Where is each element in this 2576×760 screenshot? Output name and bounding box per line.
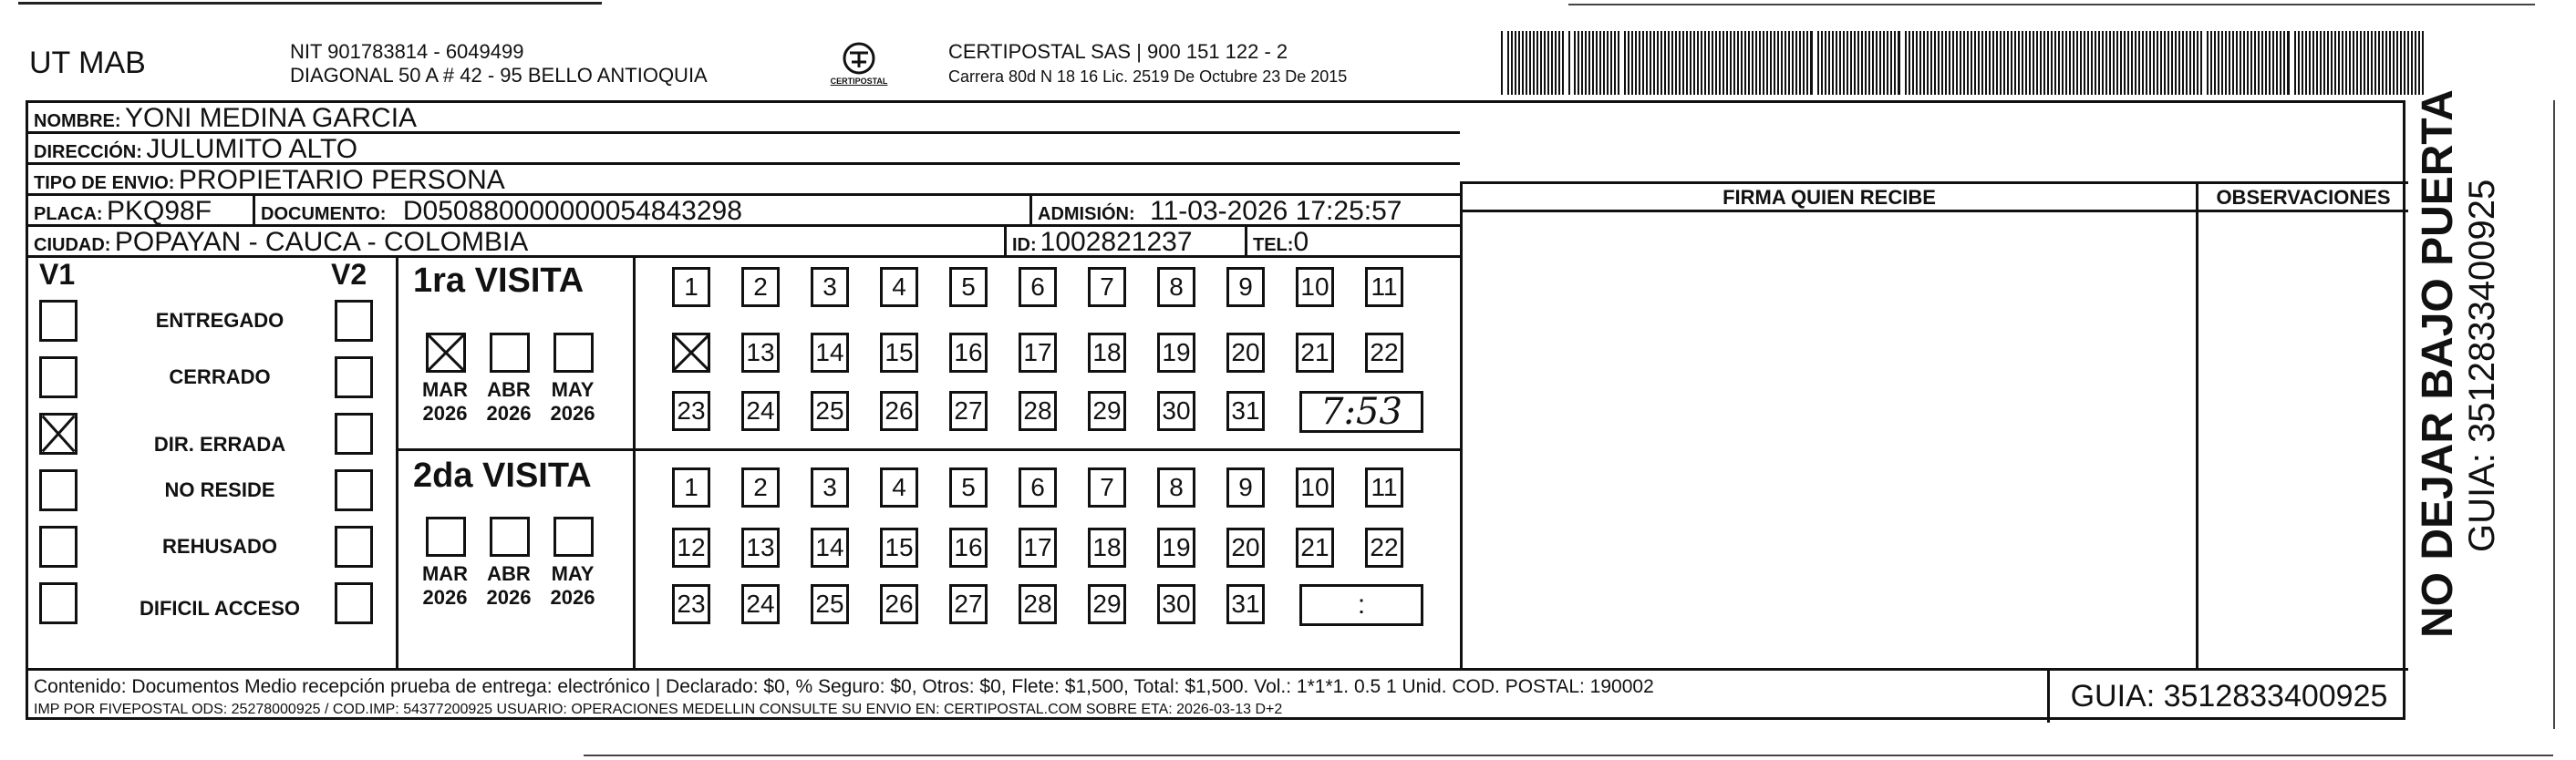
status-label-4: REHUSADO: [162, 535, 277, 558]
carrier-logo: [832, 40, 886, 91]
visit-2-day-4[interactable]: 4: [880, 467, 918, 508]
visit-1-day-22[interactable]: 22: [1365, 333, 1403, 373]
visit-2-day-1[interactable]: 1: [672, 467, 710, 508]
visit-2-day-8[interactable]: 8: [1157, 467, 1195, 508]
visit-2-month-year-1: 2026: [486, 586, 532, 609]
visit-1-month-year-2: 2026: [550, 402, 595, 425]
visit-2-panel: [398, 451, 1460, 668]
visit-2-day-11[interactable]: 11: [1365, 467, 1403, 508]
barcode: [1501, 31, 2431, 95]
visit-2-day-14[interactable]: 14: [811, 528, 849, 568]
visit-2-day-21[interactable]: 21: [1296, 528, 1334, 568]
visit-2-month-label-1: ABR: [487, 562, 531, 585]
visit-2-day-9[interactable]: 9: [1226, 467, 1265, 508]
shipment-type: PROPIETARIO PERSONA: [178, 165, 505, 195]
visit-2-month-checkbox-2[interactable]: [553, 517, 594, 557]
v2-checkbox-2[interactable]: [335, 413, 373, 455]
visit-2-month-label-0: MAR: [421, 562, 469, 585]
visit-2-day-20[interactable]: 20: [1226, 528, 1265, 568]
visit-2-day-26[interactable]: 26: [880, 584, 918, 624]
row-placa: PLACA: PKQ98F DOCUMENTO: D050880000000054843298 ADMISIÓN: 11-03-2026 17:25:57: [28, 196, 1460, 227]
visit-1-day-11[interactable]: 11: [1365, 267, 1403, 307]
visit-1-day-23[interactable]: 23: [672, 391, 710, 431]
visit-2-day-12[interactable]: 12: [672, 528, 710, 568]
visit-1-day-14[interactable]: 14: [811, 333, 849, 373]
visit-2-month-checkbox-0[interactable]: [426, 517, 466, 557]
observations-header: OBSERVACIONES: [2198, 181, 2408, 212]
cut-line-top-right: [1568, 4, 2535, 5]
visit-2-month-year-2: 2026: [550, 586, 595, 609]
visit-2-day-25[interactable]: 25: [811, 584, 849, 624]
visit-1-day-27[interactable]: 27: [949, 391, 988, 431]
visit-2-time[interactable]: :: [1299, 584, 1423, 626]
visit-1-title: 1ra VISITA: [413, 262, 585, 300]
visit-2-day-23[interactable]: 23: [672, 584, 710, 624]
side-warning: NO DEJAR BAJO PUERTA: [2414, 89, 2462, 638]
visit-1-day-17[interactable]: 17: [1019, 333, 1057, 373]
v1-checkbox-3[interactable]: [39, 469, 78, 511]
v2-checkbox-5[interactable]: [335, 582, 373, 624]
signature-column: [1460, 181, 2198, 668]
visit-1-day-12[interactable]: [672, 333, 710, 373]
company-address: DIAGONAL 50 A # 42 - 95 BELLO ANTIOQUIA: [290, 64, 708, 87]
company-name: UT MAB: [29, 46, 146, 80]
v1-checkbox-2[interactable]: [39, 413, 78, 455]
status-label-5: DIFICIL ACCESO: [139, 597, 300, 620]
visit-2-day-3[interactable]: 3: [811, 467, 849, 508]
visit-2-day-24[interactable]: 24: [741, 584, 780, 624]
row-tipo-envio: TIPO DE ENVIO: PROPIETARIO PERSONA: [28, 165, 1460, 196]
visit-2-day-5[interactable]: 5: [949, 467, 988, 508]
visit-1-day-20[interactable]: 20: [1226, 333, 1265, 373]
visit-2-month-label-2: MAY: [551, 562, 595, 585]
recipient-name: YONI MEDINA GARCIA: [125, 103, 418, 133]
footer-guia: GUIA: 3512833400925: [2047, 671, 2408, 723]
visit-1-month-year-1: 2026: [486, 402, 532, 425]
visit-2-month-checkbox-1[interactable]: [490, 517, 530, 557]
footer: [28, 668, 2408, 723]
visit-1-day-7[interactable]: 7: [1088, 267, 1126, 307]
carrier-license: Carrera 80d N 18 16 Lic. 2519 De Octubre 23 De 2015: [948, 67, 1348, 86]
visit-1-month-checkbox-0[interactable]: [426, 333, 466, 373]
status-label-1: CERRADO: [169, 365, 271, 388]
visit-2-day-31[interactable]: 31: [1226, 584, 1265, 624]
visit-1-panel: [398, 258, 1460, 451]
visit-1-day-28[interactable]: 28: [1019, 391, 1057, 431]
visit-1-day-16[interactable]: 16: [949, 333, 988, 373]
visit-1-month-checkbox-2[interactable]: [553, 333, 594, 373]
visit-2-day-16[interactable]: 16: [949, 528, 988, 568]
company-nit: NIT 901783814 - 6049499: [290, 40, 524, 63]
visit-2-day-19[interactable]: 19: [1157, 528, 1195, 568]
signature-header: FIRMA QUIEN RECIBE: [1463, 181, 2196, 212]
visit-2-day-13[interactable]: 13: [741, 528, 780, 568]
visit-2-title: 2da VISITA: [413, 457, 592, 495]
plate-number: PKQ98F: [107, 196, 212, 226]
visit-2-day-7[interactable]: 7: [1088, 467, 1126, 508]
visit-2-day-29[interactable]: 29: [1088, 584, 1126, 624]
v2-checkbox-1[interactable]: [335, 356, 373, 398]
document-number: D050880000000054843298: [402, 196, 742, 226]
city: POPAYAN - CAUCA - COLOMBIA: [114, 227, 529, 257]
footer-imp: IMP POR FIVEPOSTAL ODS: 25278000925 / COD.IMP: 54377200925 USUARIO: OPERACIONES MEDELLIN CONSULTE SU ENVIO EN: CERTIPOSTAL.COM SOBRE ETA: 2026-03-13 D+2: [34, 702, 1283, 717]
cut-line-top: [18, 2, 602, 5]
visit-1-day-24[interactable]: 24: [741, 391, 780, 431]
visit-2-day-6[interactable]: 6: [1019, 467, 1057, 508]
v2-checkbox-3[interactable]: [335, 469, 373, 511]
v2-checkbox-4[interactable]: [335, 526, 373, 568]
v1-label: V1: [39, 258, 76, 291]
visit-2-day-18[interactable]: 18: [1088, 528, 1126, 568]
visit-1-day-18[interactable]: 18: [1088, 333, 1126, 373]
side-guia: GUIA: 3512833400925: [2462, 179, 2502, 552]
visit-1-month-year-0: 2026: [422, 402, 468, 425]
observations-column: [2198, 181, 2408, 668]
visit-1-day-30[interactable]: 30: [1157, 391, 1195, 431]
visit-2-day-28[interactable]: 28: [1019, 584, 1057, 624]
v1-checkbox-4[interactable]: [39, 526, 78, 568]
visit-1-day-19[interactable]: 19: [1157, 333, 1195, 373]
visit-2-months: [398, 451, 636, 668]
visit-1-month-label-2: MAY: [551, 378, 595, 401]
status-label-0: ENTREGADO: [155, 309, 284, 332]
crop-line-right: [2553, 100, 2555, 729]
visit-1-day-10[interactable]: 10: [1296, 267, 1334, 307]
visit-1-day-4[interactable]: 4: [880, 267, 918, 307]
row-direccion: DIRECCIÓN: JULUMITO ALTO: [28, 134, 1460, 165]
visit-1-month-label-0: MAR: [421, 378, 469, 401]
visit-1-day-9[interactable]: 9: [1226, 267, 1265, 307]
visit-2-day-15[interactable]: 15: [880, 528, 918, 568]
visit-2-day-22[interactable]: 22: [1365, 528, 1403, 568]
status-label-2: DIR. ERRADA: [153, 433, 286, 456]
visit-1-day-2[interactable]: 2: [741, 267, 780, 307]
visit-1-month-checkbox-1[interactable]: [490, 333, 530, 373]
recipient-id: 1002821237: [1040, 227, 1193, 257]
visit-2-day-2[interactable]: 2: [741, 467, 780, 508]
row-nombre: NOMBRE: YONI MEDINA GARCIA: [28, 103, 1460, 134]
visit-2-day-30[interactable]: 30: [1157, 584, 1195, 624]
visit-1-time[interactable]: 7:53: [1299, 391, 1423, 433]
row-ciudad: CIUDAD: POPAYAN - CAUCA - COLOMBIA ID: 1002821237 TEL:0: [28, 227, 1460, 258]
visit-2-month-year-0: 2026: [422, 586, 468, 609]
form-frame: [26, 100, 2405, 720]
v2-checkbox-0[interactable]: [335, 300, 373, 342]
v1-checkbox-0[interactable]: [39, 300, 78, 342]
cut-line-bottom: [584, 755, 2553, 756]
phone: 0: [1293, 227, 1309, 257]
visit-1-months: [398, 258, 636, 451]
visit-2-day-27[interactable]: 27: [949, 584, 988, 624]
admission-date: 11-03-2026 17:25:57: [1150, 196, 1402, 226]
visit-2-day-10[interactable]: 10: [1296, 467, 1334, 508]
visit-1-day-25[interactable]: 25: [811, 391, 849, 431]
visit-1-day-13[interactable]: 13: [741, 333, 780, 373]
visit-1-day-8[interactable]: 8: [1157, 267, 1195, 307]
v1-checkbox-1[interactable]: [39, 356, 78, 398]
visit-2-day-17[interactable]: 17: [1019, 528, 1057, 568]
visit-1-day-1[interactable]: 1: [672, 267, 710, 307]
visit-1-day-29[interactable]: 29: [1088, 391, 1126, 431]
status-label-3: NO RESIDE: [164, 478, 275, 501]
carrier-logo-text: CERTIPOSTAL: [830, 77, 888, 86]
carrier-name: CERTIPOSTAL SAS | 900 151 122 - 2: [948, 40, 1288, 63]
visit-1-day-15[interactable]: 15: [880, 333, 918, 373]
v1-checkbox-5[interactable]: [39, 582, 78, 624]
footer-contenido: Contenido: Documentos Medio recepción prueba de entrega: electrónico | Declarado: $0, % Seguro: $0, Otros: $0, Flete: $1,500, Total: $1,500. Vol.: 1*1*1. 0.5 1 Unid. COD. POSTAL: 190002: [34, 676, 1654, 697]
status-panel: [28, 258, 398, 668]
visit-1-day-5[interactable]: 5: [949, 267, 988, 307]
v2-label: V2: [331, 258, 367, 291]
visit-1-day-21[interactable]: 21: [1296, 333, 1334, 373]
visit-1-day-6[interactable]: 6: [1019, 267, 1057, 307]
recipient-address: JULUMITO ALTO: [146, 134, 358, 164]
visit-1-month-label-1: ABR: [487, 378, 531, 401]
visit-1-day-26[interactable]: 26: [880, 391, 918, 431]
visit-1-day-31[interactable]: 31: [1226, 391, 1265, 431]
visit-1-day-3[interactable]: 3: [811, 267, 849, 307]
